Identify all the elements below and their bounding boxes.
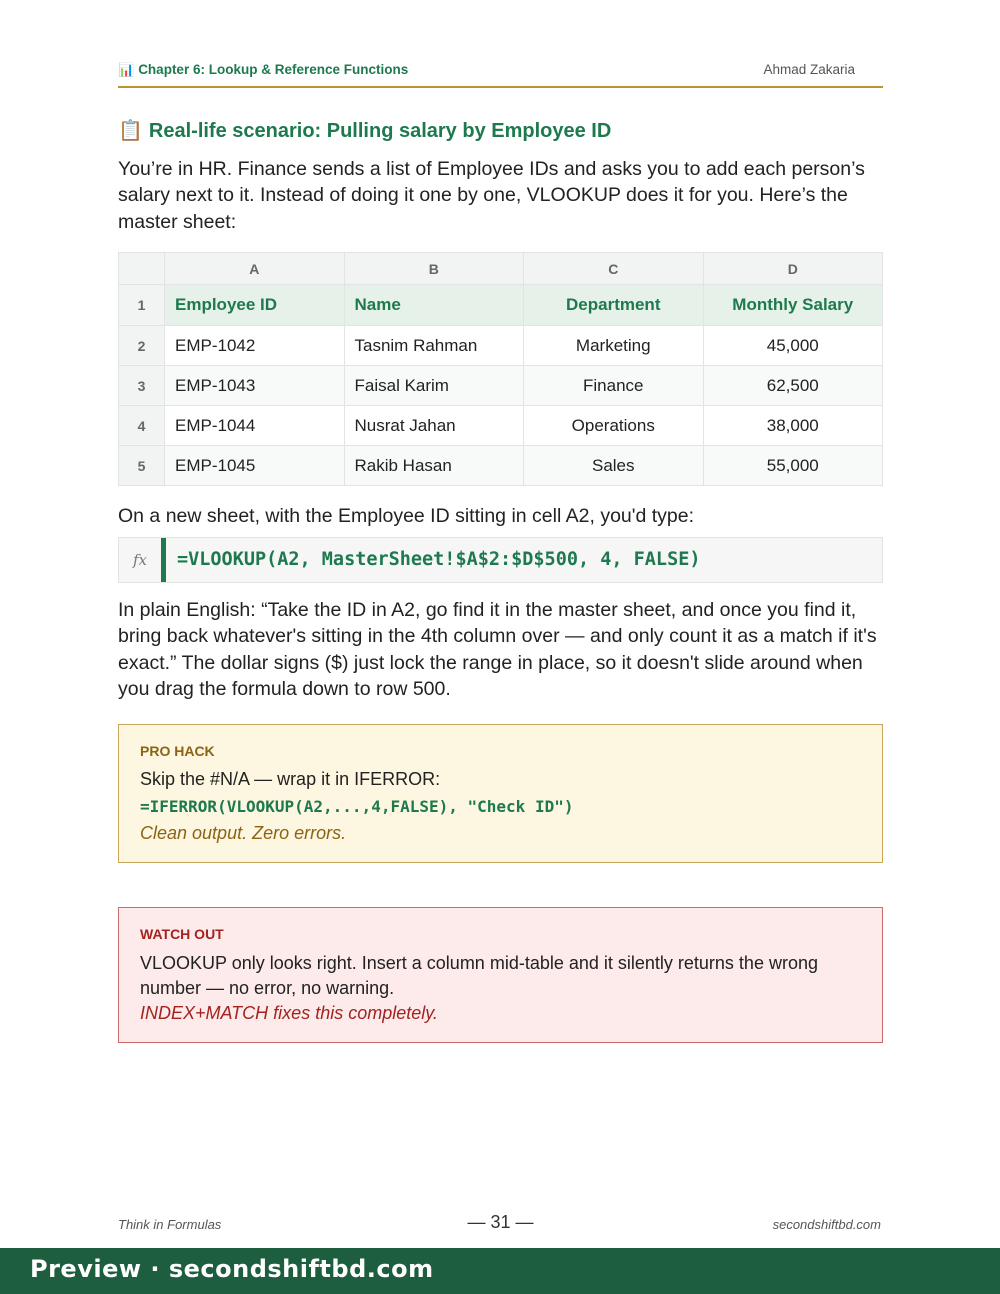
cell-department: Marketing	[524, 326, 704, 366]
cell-employee-id: EMP-1044	[165, 406, 345, 446]
cell-salary: 55,000	[703, 446, 883, 486]
cell-name: Nusrat Jahan	[344, 406, 524, 446]
footer-book-title: Think in Formulas	[118, 1217, 222, 1232]
cell-name: Tasnim Rahman	[344, 326, 524, 366]
cell-name: Rakib Hasan	[344, 446, 524, 486]
corner-cell	[119, 253, 165, 285]
callout-note: Clean output. Zero errors.	[140, 823, 347, 843]
cell-salary: 45,000	[703, 326, 883, 366]
row-number: 3	[119, 366, 165, 406]
preview-banner-text: Preview · secondshiftbd.com	[30, 1255, 434, 1283]
watch-out-callout	[118, 907, 883, 1043]
running-header	[118, 62, 883, 88]
callout-label: WATCH OUT	[140, 926, 224, 942]
pro-hack-callout	[118, 724, 883, 863]
formula-code: =VLOOKUP(A2, MasterSheet!$A$2:$D$500, 4, FALSE)	[177, 549, 701, 570]
cell-employee-id: EMP-1042	[165, 326, 345, 366]
column-letters-row	[119, 253, 883, 285]
cell-department: Operations	[524, 406, 704, 446]
header-cell-monthly-salary: Monthly Salary	[703, 285, 883, 326]
row-number: 1	[119, 285, 165, 326]
header-cell-department: Department	[524, 285, 704, 326]
chapter-title: 📊 Chapter 6: Lookup & Reference Functions	[118, 62, 409, 77]
master-sheet-table	[118, 252, 883, 486]
cell-department: Finance	[524, 366, 704, 406]
column-letter: B	[344, 253, 524, 285]
row-number: 2	[119, 326, 165, 366]
intro-paragraph: You’re in HR. Finance sends a list of Employee IDs and asks you to add each person’s salary next to it. Instead of doing it one by one, VLOOKUP does it for you. Here’s the master sheet:	[118, 158, 865, 233]
clipboard-icon: 📋	[118, 120, 143, 142]
row-number: 4	[119, 406, 165, 446]
formula-lead-in: On a new sheet, with the Employee ID sitting in cell A2, you'd type:	[118, 505, 695, 527]
column-letter: C	[524, 253, 704, 285]
table-row	[119, 366, 883, 406]
header-cell-name: Name	[344, 285, 524, 326]
header-cell-employee-id: Employee ID	[165, 285, 345, 326]
fx-icon: fx	[132, 551, 147, 569]
table-row	[119, 406, 883, 446]
callout-text: Skip the #N/A — wrap it in IFERROR:	[140, 769, 441, 789]
cell-salary: 62,500	[703, 366, 883, 406]
header-row	[119, 285, 883, 326]
preview-banner	[0, 1248, 1000, 1294]
cell-employee-id: EMP-1043	[165, 366, 345, 406]
explanation-paragraph: In plain English: “Take the ID in A2, go find it in the master sheet, and once you find it, bring back whatever's sitting in the 4th column over — and only count it as a match if it's exact.” The dollar signs ($) just lock the range in place, so it doesn't slide around when you drag the formula down to row 500.	[118, 599, 877, 701]
cell-name: Faisal Karim	[344, 366, 524, 406]
formula-accent-bar	[161, 538, 166, 582]
author-name: Ahmad Zakaria	[763, 62, 855, 77]
callout-text: VLOOKUP only looks right. Insert a column mid-table and it silently returns the wrong number — no error, no warning.	[140, 953, 818, 998]
column-letter: D	[703, 253, 883, 285]
callout-code: =IFERROR(VLOOKUP(A2,...,4,FALSE), "Check ID")	[140, 797, 574, 816]
table-row	[119, 446, 883, 486]
callout-note: INDEX+MATCH fixes this completely.	[140, 1003, 438, 1023]
cell-salary: 38,000	[703, 406, 883, 446]
callout-label: PRO HACK	[140, 743, 215, 759]
bar-chart-icon: 📊	[118, 62, 135, 77]
page-number: — 31 —	[467, 1212, 534, 1232]
cell-department: Sales	[524, 446, 704, 486]
row-number: 5	[119, 446, 165, 486]
table-row	[119, 326, 883, 366]
formula-bar	[118, 537, 883, 583]
footer-website: secondshiftbd.com	[772, 1217, 881, 1232]
section-heading: 📋 Real-life scenario: Pulling salary by Employee ID	[118, 120, 612, 142]
column-letter: A	[165, 253, 345, 285]
cell-employee-id: EMP-1045	[165, 446, 345, 486]
